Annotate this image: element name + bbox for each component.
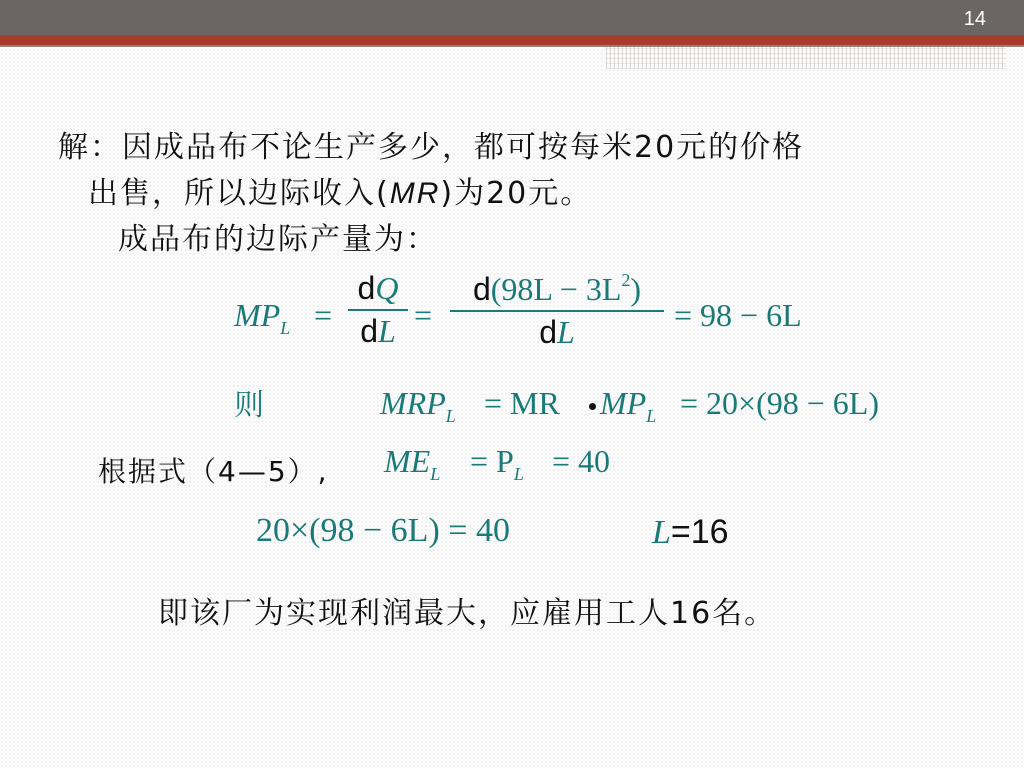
ze-label: 则 [234, 388, 264, 423]
eq1-mp: MP [234, 297, 281, 333]
eq4-lhs: 20×(98 − 6L) = 40 [256, 512, 510, 549]
eq1-f2-den-d: d [539, 314, 557, 350]
conclusion-text: 即该厂为实现利润最大，应雇用工人16名。 [158, 596, 777, 631]
eq3-p-part [470, 443, 524, 485]
eq2-mp: MP [600, 385, 647, 421]
genju-label: 根据式（4—5）, [98, 455, 329, 488]
eq3-p-sub: L [513, 464, 524, 484]
marginal-product-heading: 成品布的边际产量为： [118, 222, 438, 257]
eq1-mp-sub: L [280, 318, 291, 338]
eq1-f2-num-d: d [472, 271, 491, 307]
eq4-result [652, 512, 729, 552]
eq3-mid: = P [470, 443, 514, 479]
eq2-mp-part [600, 385, 656, 427]
solution-line-2 [88, 168, 592, 212]
mr-abbrev: MR [389, 177, 441, 210]
eq2-mrp-sub: L [445, 406, 456, 426]
eq1-f2-num-close: ) [630, 271, 642, 307]
solution-line-1: 解：因成品布不论生产多少，都可按每米20元的价格 [58, 130, 805, 165]
eq2-mp-sub: L [646, 406, 657, 426]
multiply-dot [589, 403, 596, 410]
eq1-f1-den-var: L [378, 313, 396, 349]
eq1-lhs [234, 297, 290, 339]
eq3-me-part [384, 443, 440, 485]
eq2-mrp: MRP [380, 385, 446, 421]
eq1-fraction-derivative [450, 270, 664, 351]
eq1-f2-num-expr: (98L − 3L [490, 271, 622, 307]
header-accent-band [0, 35, 1024, 45]
eq4-L: L [652, 514, 671, 551]
eq2-middle: = MR [484, 385, 560, 421]
eq1-f2-num-exp: 2 [621, 270, 631, 290]
line2-start: 出售，所以边际收入( [88, 176, 390, 211]
eq1-equals-1: = [314, 297, 333, 333]
eq1-rhs: = 98 − 6L [674, 297, 802, 333]
eq1-fraction-dq-dl [348, 270, 408, 350]
eq1-f1-num-var: Q [375, 270, 399, 306]
eq3-rhs: = 40 [552, 443, 611, 479]
eq2-rhs: = 20×(98 − 6L) [680, 385, 879, 421]
eq1-equals-2: = [414, 297, 433, 333]
header-band [0, 0, 1024, 35]
eq3-me-sub: L [430, 464, 441, 484]
eq2-mrp-part [380, 385, 456, 427]
eq4-value: =16 [670, 513, 729, 551]
eq3-me: ME [384, 443, 431, 479]
line2-end: )为20元。 [440, 176, 593, 211]
eq1-f1-num-d: d [357, 270, 376, 306]
eq1-f2-den-var: L [557, 314, 575, 350]
eq1-f1-den-d: d [360, 313, 378, 349]
page-number: 14 [963, 8, 986, 30]
header-hatch-lines [606, 47, 1006, 69]
